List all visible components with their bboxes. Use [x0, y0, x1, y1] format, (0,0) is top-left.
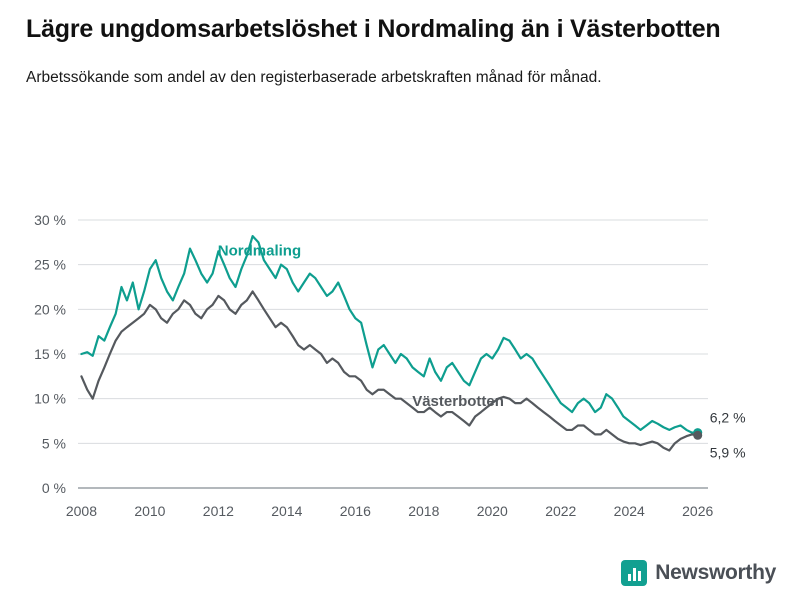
y-axis-tick-label: 30 % [34, 212, 66, 228]
x-axis-tick-label: 2020 [476, 503, 508, 519]
brand-footer [621, 560, 776, 586]
page-title: Lägre ungdomsarbetslöshet i Nordmaling än i Västerbotten [26, 15, 721, 43]
series-annotation-nordmaling: Nordmaling [217, 242, 302, 260]
y-axis-tick-label: 20 % [34, 301, 66, 318]
series-annotation-västerbotten: Västerbotten [412, 392, 504, 410]
series-end-marker-västerbotten [693, 431, 702, 440]
y-axis-tick-label: 10 % [34, 390, 66, 407]
x-axis-tick-label: 2022 [545, 503, 577, 519]
line-chart [0, 198, 800, 548]
x-axis-tick-label: 2012 [202, 503, 234, 519]
x-axis-tick-label: 2016 [339, 503, 371, 519]
y-axis-tick-label: 25 % [34, 256, 66, 273]
end-value-label-nordmaling: 6,2 % [709, 409, 746, 426]
x-axis-tick-label: 2018 [408, 503, 440, 519]
x-axis-tick-label: 2014 [271, 503, 303, 519]
x-axis-tick-label: 2024 [613, 503, 645, 519]
x-axis-tick-label: 2008 [65, 503, 98, 519]
bar-chart-logo-icon [621, 560, 647, 586]
chart-container [0, 198, 800, 548]
y-axis-tick-label: 5 % [41, 435, 66, 452]
y-axis-tick-label: 0 % [41, 480, 66, 496]
brand-name: Newsworthy [655, 561, 776, 584]
series-line-nordmaling [81, 236, 697, 433]
x-axis-tick-label: 2010 [134, 503, 166, 519]
x-axis-tick-label: 2026 [682, 503, 714, 519]
chart-subtitle: Arbetssökande som andel av den registerbaserade arbetskraften månad för månad. [26, 68, 602, 86]
y-axis-tick-label: 15 % [34, 346, 66, 362]
series-line-västerbotten [81, 291, 697, 450]
end-value-label-vasterbotten: 5,9 % [709, 444, 746, 461]
